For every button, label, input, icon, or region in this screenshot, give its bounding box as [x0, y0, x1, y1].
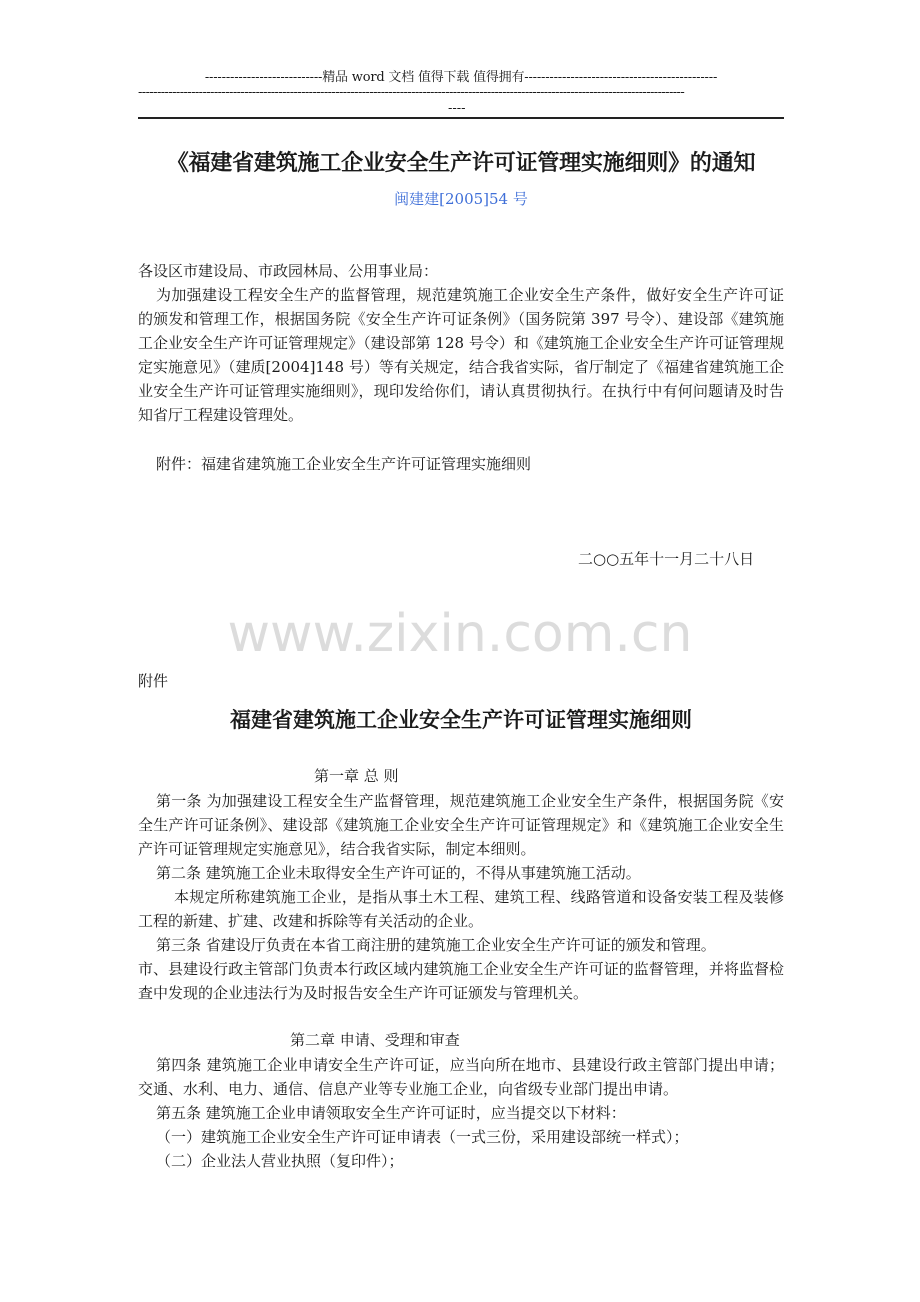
chapter-2-heading: 第二章 申请、受理和审查	[290, 1031, 460, 1049]
chapter-1-body	[138, 789, 784, 1005]
article-4: 第四条 建筑施工企业申请安全生产许可证，应当向所在地市、县建设行政主管部门提出申请；交通、水利、电力、通信、信息产业等专业施工企业，向省级专业部门提出申请。	[138, 1056, 784, 1098]
article-5-item-1: （一）建筑施工企业安全生产许可证申请表（一式三份，采用建设部统一样式）；	[156, 1128, 689, 1146]
chapter-1-heading: 第一章 总 则	[314, 767, 399, 785]
article-2: 第二条 建筑施工企业未取得安全生产许可证的，不得从事建筑施工活动。	[156, 864, 641, 882]
header-rule	[138, 117, 784, 119]
issue-date: 二○○五年十一月二十八日	[578, 550, 755, 568]
chapter-2-body	[138, 1053, 784, 1173]
watermark: www.zixin.com.cn	[227, 604, 693, 664]
attachment-block	[138, 452, 784, 476]
header-dash-tail: ----	[448, 101, 466, 116]
notice-paragraph: 为加强建设工程安全生产的监督管理，规范建筑施工企业安全生产条件，做好安全生产许可证的颁发和管理工作，根据国务院《安全生产许可证条例》（国务院第 397 号令）、建设部《建筑施工企业安全生产许可证管理规定》（建设部第 128 号令）和《建筑施工企业安全生产许可证管理规定实施意见》（建质[2004]148 号）等有关规定，结合我省实际，省厅制定了《福建省建筑施工企业安全生产许可证管理实施细则》，现印发给你们，请认真贯彻执行。在执行中有何问题请及时告知省厅工程建设管理处。	[138, 286, 784, 424]
attachment-line: 附件：福建省建筑施工企业安全生产许可证管理实施细则	[156, 455, 532, 473]
header-banner: ----------------------------精品 word 文档 值得下载 值得拥有----------------------------------------------	[204, 70, 718, 85]
article-1: 第一条 为加强建设工程安全生产监督管理，规范建筑施工企业安全生产条件，根据国务院《安全生产许可证条例》、建设部《建筑施工企业安全生产许可证管理规定》和《建筑施工企业安全生产许可证管理规定实施意见》，结合我省实际，制定本细则。	[138, 792, 784, 858]
article-5: 第五条 建筑施工企业申请领取安全生产许可证时，应当提交以下材料：	[156, 1104, 626, 1122]
header-dash-line: ------------------------------------------------------------------------------------------------------------------------------------------------	[138, 85, 685, 100]
annex-title: 福建省建筑施工企业安全生产许可证管理实施细则	[230, 708, 692, 732]
article-3: 第三条 省建设厅负责在本省工商注册的建筑施工企业安全生产许可证的颁发和管理。	[156, 936, 716, 954]
notice-body	[138, 259, 784, 427]
article-5-item-2: （二）企业法人营业执照（复印件）；	[156, 1152, 404, 1170]
notice-title: 《福建省建筑施工企业安全生产许可证管理实施细则》的通知	[166, 151, 756, 176]
article-3-continuation: 市、县建设行政主管部门负责本行政区域内建筑施工企业安全生产许可证的监督管理，并将监督检查中发现的企业违法行为及时报告安全生产许可证颁发与管理机关。	[138, 960, 784, 1002]
salutation: 各设区市建设局、市政园林局、公用事业局：	[138, 262, 439, 280]
doc-number: 闽建建[2005]54 号	[394, 190, 528, 208]
annex-label: 附件	[138, 672, 169, 690]
article-2-note: 本规定所称建筑施工企业，是指从事土木工程、建筑工程、线路管道和设备安装工程及装修工程的新建、扩建、改建和拆除等有关活动的企业。	[138, 888, 784, 930]
